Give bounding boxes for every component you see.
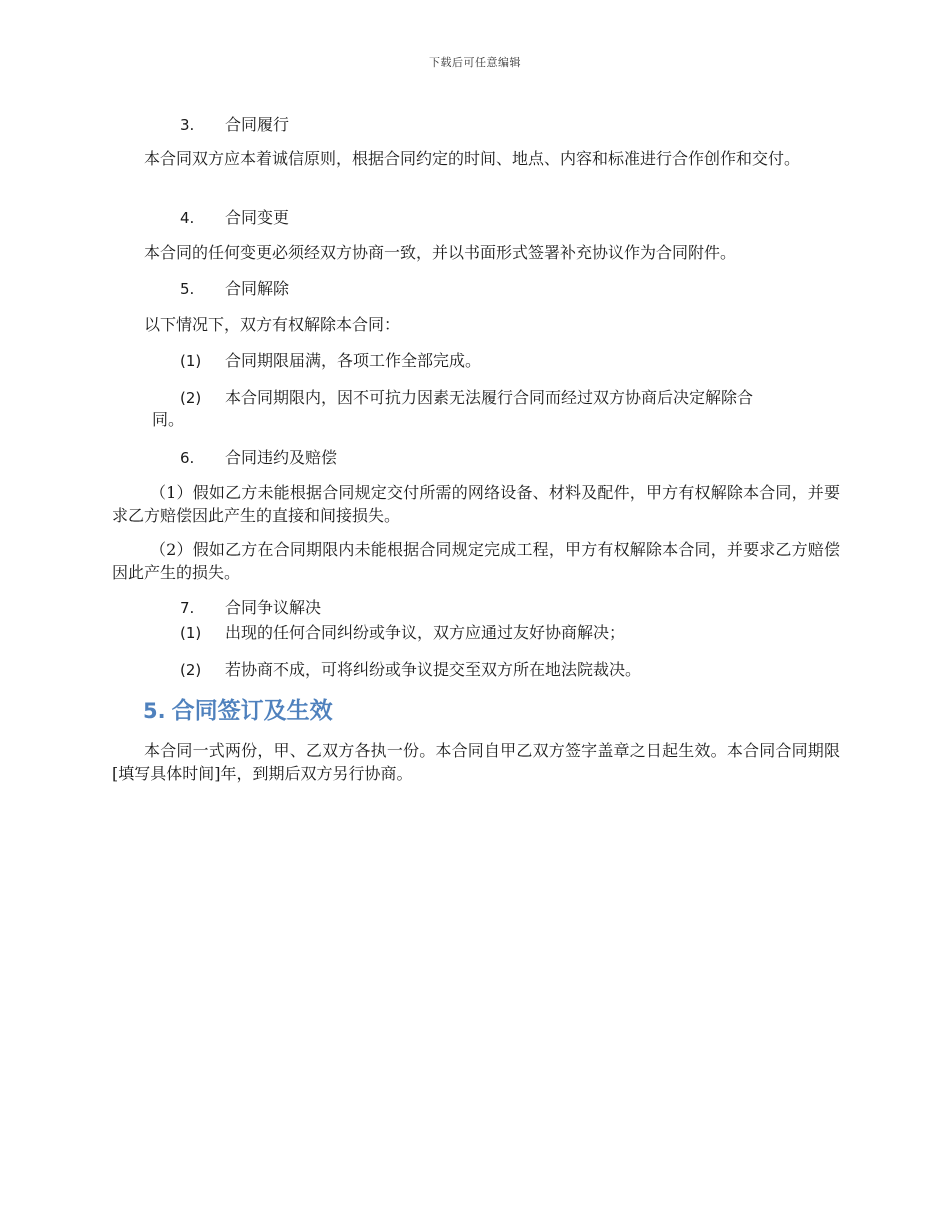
- chapter-5-title: 合同签订及生效: [171, 698, 333, 724]
- section-7-item-2-text: 若协商不成，可将纠纷或争议提交至双方所在地法院裁决。: [225, 660, 642, 679]
- section-5-item-2-number: (2): [180, 389, 202, 407]
- section-5-intro: 以下情况下，双方有权解除本合同：: [144, 315, 401, 334]
- section-7-number: 7.: [180, 599, 195, 617]
- chapter-5-number: 5.: [143, 699, 166, 723]
- section-3-title: 合同履行: [225, 115, 290, 134]
- section-5-item-1-text: 合同期限届满，各项工作全部完成。: [225, 351, 482, 370]
- section-5-number: 5.: [180, 280, 195, 298]
- section-3-paragraph: 本合同双方应本着诚信原则，根据合同约定的时间、地点、内容和标准进行合作创作和交付。: [144, 149, 801, 168]
- section-7-title: 合同争议解决: [225, 598, 322, 617]
- section-4-title: 合同变更: [225, 208, 290, 227]
- section-7-item-2-number: (2): [180, 661, 202, 679]
- section-6-paragraph-2: （2）假如乙方在合同期限内未能根据合同规定完成工程，甲方有权解除本合同，并要求乙方赔偿因此产生的损失。: [112, 540, 840, 582]
- section-6-number: 6.: [180, 449, 195, 467]
- chapter-5-paragraph: 本合同一式两份，甲、乙双方各执一份。本合同自甲乙双方签字盖章之日起生效。本合同合同期限[填写具体时间]年，到期后双方另行协商。: [112, 741, 840, 783]
- chapter-5-heading: [143, 696, 333, 726]
- page-header: 下载后可任意编辑: [429, 56, 521, 69]
- section-7-item-1-text: 出现的任何合同纠纷或争议，双方应通过友好协商解决；: [225, 623, 626, 642]
- section-4-number: 4.: [180, 209, 195, 227]
- section-5-item-2-text: 本合同期限内，因不可抗力因素无法履行合同而经过双方协商后决定解除合: [225, 388, 754, 407]
- section-4-paragraph: 本合同的任何变更必须经双方协商一致，并以书面形式签署补充协议作为合同附件。: [144, 243, 737, 262]
- section-5-title: 合同解除: [225, 279, 290, 298]
- section-6-title: 合同违约及赔偿: [225, 448, 338, 467]
- section-6-paragraph-1: （1）假如乙方未能根据合同规定交付所需的网络设备、材料及配件，甲方有权解除本合同，并要求乙方赔偿因此产生的直接和间接损失。: [112, 483, 840, 525]
- section-5-item-2-text-continued: 同。: [152, 410, 185, 429]
- section-5-item-1-number: (1): [180, 352, 202, 370]
- section-3-number: 3.: [180, 116, 195, 134]
- section-7-item-1-number: (1): [180, 624, 202, 642]
